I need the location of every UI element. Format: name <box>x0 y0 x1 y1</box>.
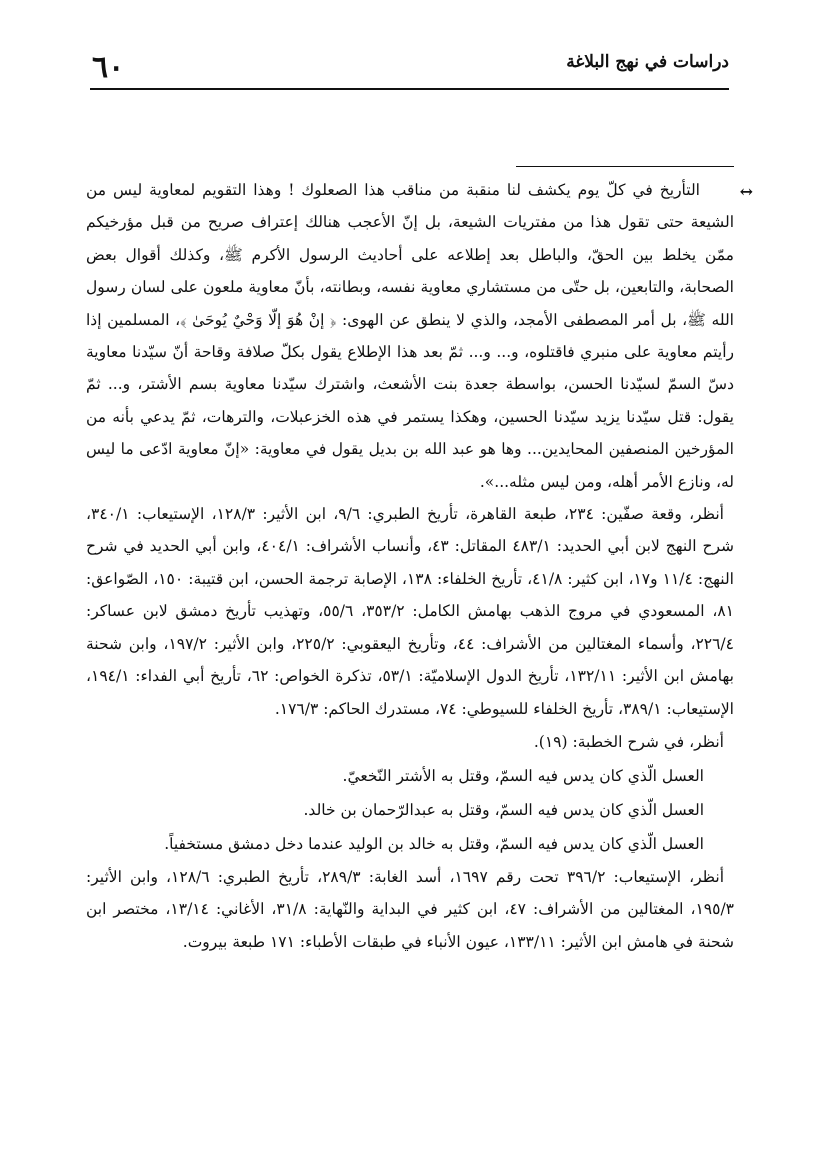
footnote-divider <box>516 166 734 167</box>
footnote-line: العسل الّذي كان يدس فيه السمّ، وقتل به خالد بن الوليد عندما دخل دمشق مستخفياً. <box>164 834 704 853</box>
header-divider <box>90 88 729 90</box>
double-arrow-icon: ↔ <box>739 182 753 201</box>
footnote-line: أنظر، في شرح الخطبة: (١٩). <box>533 732 724 751</box>
footnotes-block <box>86 174 734 958</box>
running-header-title: دراسات في نهج البلاغة <box>566 52 729 72</box>
footnote-list <box>86 725 734 861</box>
footnote-paragraph: التأريخ في كلّ يوم يكشف لنا منقبة من مناقب هذا الصعلوك ! وهذا التقويم لمعاوية ليس من الشيعة حتى تقول هذا من مفتريات الشيعة، بل إنّ الأعجب هنالك إعتراف صريح من قبل مؤرخيكم ممّن يخلط بين الحقّ، والباطل بعد إطلاعه على أحاديث الرسول الأكرم ﷺ، وكذلك أقوال بعض الصحابة، والتابعين، بل حتّى من مستشاري معاوية نفسه، وبطانته، بأنّ معاوية ملعون على لسان رسول الله ﷺ، بل أمر المصطفى الأمجد، والذي لا ينطق عن الهوى: ﴿ إنْ هُوَ إلّا وَحْيٌ يُوحَىٰ ﴾، المسلمين إذا رأيتم معاوية على منبري فاقتلوه، و... و... ثمّ بعد هذا الإطلاع يقول بكلّ صلافة وقاحة أنّ سيّدنا معاوية دسّ السمّ لسيّدنا الحسن، بواسطة جعدة بنت الأشعث، واشترك سيّدنا معاوية بسم الأشتر، و... ثمّ يقول: قتل سيّدنا يزيد سيّدنا الحسين، وهكذا يستمر في هذه الخزعبلات، والترهات، ثمّ يدعي بأنه من المؤرخين المنصفين المحايدين... وها هو عبد الله بن بديل يقول في معاوية: «إنّ معاوية ادّعى ما ليس له، ونازع الأمر أهله، ومن ليس مثله...». <box>86 181 734 491</box>
footnote-line: العسل الّذي كان يدس فيه السمّ، وقتل به الأشتر النّخعيّ. <box>342 766 704 785</box>
footnote-final-references: أنظر، الإستيعاب: ٣٩٦/٢ تحت رقم ١٦٩٧، أسد الغابة: ٢٨٩/٣، تأريخ الطبري: ١٢٨/٦، وابن الأثير: ١٩٥/٣، المغتالين من الأشراف: ٤٧، ابن كثير في البداية والنّهاية: ٣١/٨، الأغاني: ١٣/١٤، مختصر ابن شحنة في هامش ابن الأثير: ١٣٣/١١، عيون الأنباء في طبقات الأطباء: ١٧١ طبعة بيروت. <box>86 867 734 951</box>
page-number: ٦٠ <box>92 50 125 85</box>
footnote-line: العسل الّذي كان يدس فيه السمّ، وقتل به عبدالرّحمان بن خالد. <box>303 800 704 819</box>
footnote-references: أنظر، وقعة صفّين: ٢٣٤، طبعة القاهرة، تأريخ الطبري: ٩/٦، ابن الأثير: ١٢٨/٣، الإستيعاب: ٣٤٠/١، شرح النهج لابن أبي الحديد: ٤٨٣/١ المقاتل: ٤٣، وأنساب الأشراف: ٤٠٤/١، وابن أبي الحديد في شرح النهج: ١١/٤ و١٧، ابن كثير: ٤١/٨، تأريخ الخلفاء: ١٣٨، الإصابة ترجمة الحسن، ابن قتيبة: ١٥٠، الصّواعق: ٨١، المسعودي في مروج الذهب بهامش الكامل: ٣٥٣/٢، ٥٥/٦، وتهذيب تأريخ دمشق لابن عساكر: ٢٢٦/٤، وأسماء المغتالين من الأشراف: ٤٤، وتأريخ اليعقوبي: ٢٢٥/٢، وابن الأثير: ١٩٧/٢، وابن شحنة بهامش ابن الأثير: ١٣٢/١١، تأريخ الدول الإسلاميّة: ٥٣/١، تذكرة الخواص: ٦٢، تأريخ أبي الفداء: ١٩٤/١، الإستيعاب: ٣٨٩/١، تأريخ الخلفاء للسيوطي: ٧٤، مستدرك الحاكم: ١٧٦/٣. <box>86 505 735 718</box>
